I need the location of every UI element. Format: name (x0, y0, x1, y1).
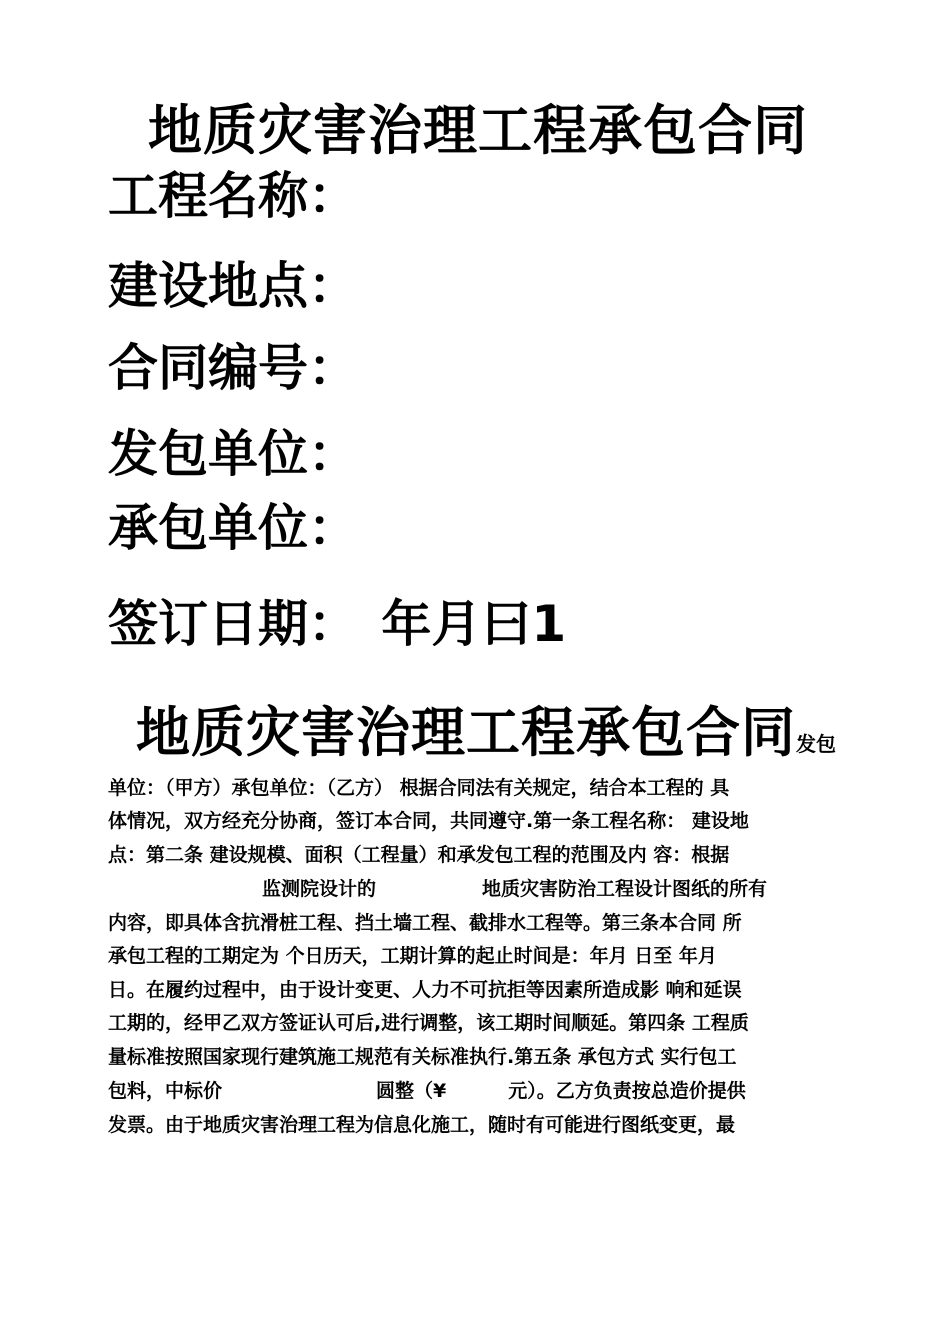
body-line (262, 873, 767, 907)
body-segment: 包料，中标价 (108, 1080, 223, 1102)
signing-date-value: 年月曰1 (381, 595, 567, 653)
body-line: 发票。由于地质灾害治理工程为信息化施工，随时有可能进行图纸变更，最 (108, 1114, 736, 1136)
cover-title: 地质灾害治理工程承包合同 (148, 99, 808, 162)
body-line: 体情况，双方经充分协商，签订本合同，共同遵守.第一条工程名称： 建设地 (108, 810, 749, 832)
body-line: 单位：（甲方）承包单位：（乙方） 根据合同法有关规定，结合本工程的 具 (108, 777, 730, 799)
signing-date-label: 签订日期： (108, 595, 358, 653)
field-contractor: 承包单位： (108, 499, 358, 557)
section-heading (136, 690, 836, 767)
body-line: 日。在履约过程中，由于设计变更、人力不可抗拒等因素所造成影 响和延误 (108, 979, 742, 1001)
body-line: 内容，即具体含抗滑桩工程、挡土墙工程、截排水工程等。第三条本合同 所 (108, 912, 742, 934)
body-segment: 地质灾害防治工程设计图纸的所有 (482, 878, 768, 900)
field-construction-site: 建设地点： (108, 257, 358, 315)
field-employer: 发包单位： (108, 425, 358, 483)
body-line: 点：第二条 建设规模、面积（工程量）和承发包工程的范围及内 容：根据 (108, 844, 730, 866)
body-segment: 圆整（¥ (376, 1080, 447, 1102)
field-signing-date (108, 584, 566, 656)
body-line: 量标准按照国家现行建筑施工规范有关标准执行.第五条 承包方式 实行包工 (108, 1046, 737, 1068)
body-line: 工期的，经甲乙双方签证认可后,进行调整，该工期时间顺延。第四条 工程质 (108, 1012, 749, 1034)
body-line (108, 1075, 746, 1109)
field-project-name: 工程名称： (108, 167, 358, 225)
section-title-suffix: 发包 (796, 732, 836, 756)
section-title: 地质灾害治理工程承包合同 (136, 701, 796, 764)
field-contract-number: 合同编号： (108, 339, 358, 397)
body-line: 承包工程的工期定为 个日历天，工期计算的起止时间是：年月 日至 年月 (108, 945, 717, 967)
body-segment: 监测院设计的 (262, 878, 377, 900)
body-segment: 元）。乙方负责按总造价提供 (508, 1080, 746, 1102)
